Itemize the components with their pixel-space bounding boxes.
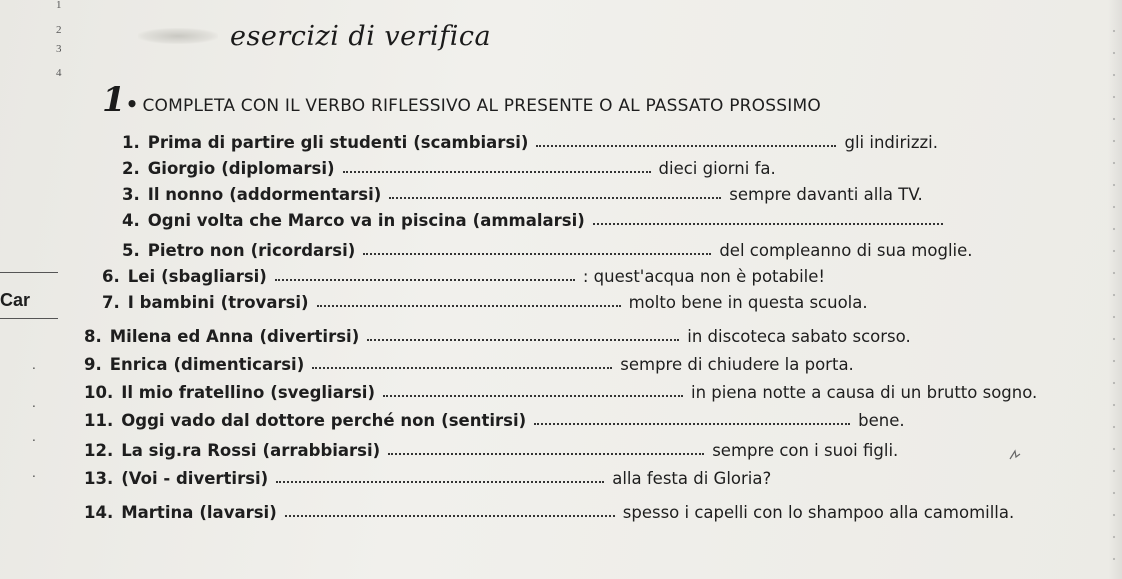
exercise-number-dot: •: [125, 92, 139, 116]
item-subject: Il nonno: [147, 185, 224, 204]
margin-tick: .: [32, 430, 36, 444]
margin-number: 2: [56, 24, 62, 36]
item-number: 6.: [102, 267, 120, 286]
item-verb-prompt: (addormentarsi): [229, 185, 382, 204]
item-subject: La sig.ra Rossi: [121, 441, 257, 460]
item-number: 11.: [84, 411, 114, 430]
answer-blank[interactable]: [367, 338, 679, 341]
item-number: 7.: [102, 293, 120, 312]
side-word-fragment: Car: [0, 290, 31, 310]
item-number: 14.: [84, 503, 114, 522]
item-number: 8.: [84, 327, 102, 346]
margin-tick: .: [32, 396, 36, 410]
item-completion: sempre di chiudere la porta.: [620, 355, 854, 374]
answer-blank[interactable]: [275, 278, 575, 281]
answer-blank[interactable]: [285, 514, 615, 517]
item-subject: Ogni volta che Marco va in piscina: [147, 211, 467, 230]
margin-number: 3: [56, 43, 62, 55]
item-subject: (Voi - divertirsi): [121, 469, 269, 488]
item-completion: sempre con i suoi figli.: [712, 441, 899, 460]
item-verb-prompt: (sbagliarsi): [161, 267, 267, 286]
section-header: [138, 14, 491, 58]
item-number: 1.: [122, 133, 140, 152]
item-completion: molto bene in questa scuola.: [628, 293, 868, 312]
item-number: 2.: [122, 159, 140, 178]
header-decoration: [138, 28, 218, 44]
item-verb-prompt: (diplomarsi): [221, 159, 335, 178]
exercise-instruction: COMPLETA CON IL VERBO RIFLESSIVO AL PRESENTE O AL PASSATO PROSSIMO: [142, 96, 821, 116]
item-completion: in piena notte a causa di un brutto sogno.: [691, 383, 1038, 402]
exercise-item: [122, 236, 973, 260]
answer-blank[interactable]: [317, 304, 621, 307]
exercise-item: [122, 180, 923, 204]
exercise-item: [84, 436, 898, 460]
item-completion: gli indirizzi.: [844, 133, 938, 152]
item-subject: I bambini: [127, 293, 215, 312]
item-completion: : quest'acqua non è potabile!: [582, 267, 826, 286]
exercise-heading: [102, 80, 821, 120]
item-completion: del compleanno di sua moglie.: [719, 241, 973, 260]
item-verb-prompt: (dimenticarsi): [173, 355, 305, 374]
item-number: 5.: [122, 241, 140, 260]
item-verb-prompt: (svegliarsi): [270, 383, 376, 402]
margin-tick: .: [32, 358, 36, 372]
exercise-item: [84, 350, 854, 374]
answer-blank[interactable]: [593, 222, 943, 225]
item-number: 13.: [84, 469, 114, 488]
exercise-number: 1: [102, 80, 126, 120]
exercise-item: [102, 288, 868, 312]
item-completion: bene.: [858, 411, 905, 430]
item-subject: Pietro non: [147, 241, 245, 260]
item-subject: Martina: [121, 503, 194, 522]
page-fold-dots: [1112, 20, 1116, 560]
answer-blank[interactable]: [389, 196, 721, 199]
item-verb-prompt: (ricordarsi): [250, 241, 356, 260]
answer-blank[interactable]: [312, 366, 612, 369]
exercise-item: [84, 322, 911, 346]
exercise-item: [102, 262, 825, 286]
item-subject: Oggi vado dal dottore perché non: [121, 411, 436, 430]
margin-number: 4: [56, 67, 62, 79]
item-number: 10.: [84, 383, 114, 402]
item-verb-prompt: (lavarsi): [199, 503, 277, 522]
page-title: esercizi di verifica: [230, 20, 492, 52]
answer-blank[interactable]: [363, 252, 711, 255]
item-number: 9.: [84, 355, 102, 374]
item-subject: Prima di partire gli studenti: [147, 133, 408, 152]
item-completion: alla festa di Gloria?: [612, 469, 772, 488]
item-verb-prompt: (scambiarsi): [413, 133, 529, 152]
margin-number: 1: [56, 0, 62, 11]
item-verb-prompt: (trovarsi): [220, 293, 309, 312]
exercise-item: [84, 378, 1037, 402]
item-number: 3.: [122, 185, 140, 204]
item-number: 12.: [84, 441, 114, 460]
item-subject: Lei: [127, 267, 156, 286]
item-number: 4.: [122, 211, 140, 230]
item-completion: spesso i capelli con lo shampoo alla camomilla.: [622, 503, 1015, 522]
pencil-mark-icon: [1008, 448, 1022, 462]
item-subject: Giorgio: [147, 159, 216, 178]
item-completion: dieci giorni fa.: [658, 159, 776, 178]
exercise-item: [84, 406, 905, 430]
exercise-item: [122, 154, 776, 178]
item-verb-prompt: (ammalarsi): [472, 211, 585, 230]
answer-blank[interactable]: [534, 422, 850, 425]
margin-tick: .: [32, 466, 36, 480]
item-verb-prompt: (sentirsi): [441, 411, 527, 430]
item-completion: sempre davanti alla TV.: [729, 185, 923, 204]
exercise-item: [84, 464, 771, 488]
answer-blank[interactable]: [276, 480, 604, 483]
item-verb-prompt: (arrabbiarsi): [262, 441, 381, 460]
item-completion: in discoteca sabato scorso.: [687, 327, 911, 346]
item-subject: Enrica: [109, 355, 168, 374]
item-subject: Milena ed Anna: [109, 327, 254, 346]
answer-blank[interactable]: [536, 144, 836, 147]
side-rule-top: [0, 272, 58, 273]
answer-blank[interactable]: [343, 170, 651, 173]
exercise-item: [122, 206, 951, 230]
answer-blank[interactable]: [383, 394, 683, 397]
exercise-item: [84, 498, 1014, 522]
exercise-item: [122, 128, 938, 152]
answer-blank[interactable]: [388, 452, 704, 455]
item-verb-prompt: (divertirsi): [259, 327, 360, 346]
item-subject: Il mio fratellino: [121, 383, 265, 402]
side-rule-bottom: [0, 318, 58, 319]
